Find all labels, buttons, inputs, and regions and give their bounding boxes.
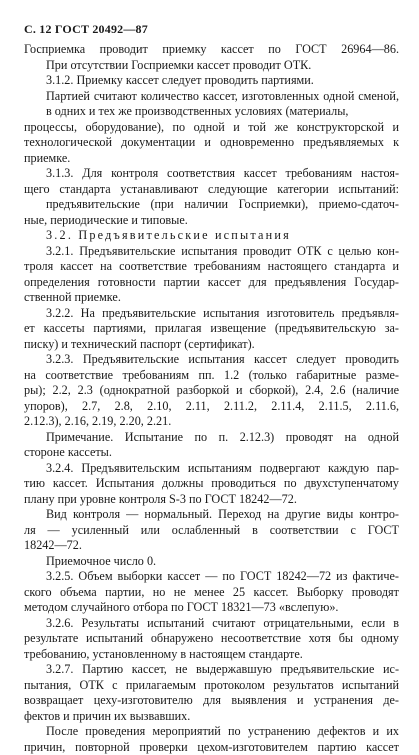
note-line: стороне кассеты. — [24, 445, 399, 461]
text-line: требованию, установленному в настоящем стандарте. — [24, 647, 399, 663]
note-line: Примечание. Испытание по п. 2.12.3) проводят на одной — [24, 430, 399, 446]
text-line: ет кассеты партиями, прилагая извещение (предъявительскую за- — [24, 321, 399, 337]
text-line: процессы, оборудование), по одной и той же конструкторской и — [24, 120, 399, 136]
text-line: 3.2.7. Партию кассет, не выдержавшую предъявительские ис- — [24, 662, 399, 678]
text-line: методом случайного отбора по ГОСТ 18321—73 «вслепую». — [24, 600, 399, 616]
text-line: троля кассет на соответствие требованиям настоящего стандарта и — [24, 259, 399, 275]
text-line: После проведения мероприятий по устранению дефектов и их — [24, 724, 399, 740]
text-line: 3.2.5. Объем выборки кассет — по ГОСТ 18242—72 из фактиче- — [24, 569, 399, 585]
text-line: 3.2.6. Результаты испытаний считают отрицательными, если в — [24, 616, 399, 632]
text-line: Партией считают количество кассет, изготовленных одной сменой, в одних и тех же производственных условиях (материалы, — [24, 89, 399, 120]
text-line: пытания, ОТК с прилагаемым протоколом результатов испытаний — [24, 678, 399, 694]
text-line: 18242—72. — [24, 538, 399, 554]
text-line: ные, периодические и типовые. — [24, 213, 399, 229]
text-line: плану при уровне контроля S-3 по ГОСТ 18242—72. — [24, 492, 399, 508]
text-line: 3.2.2. На предъявительские испытания изготовитель предъявля- — [24, 306, 399, 322]
text-line: 3.2.3. Предъявительские испытания кассет следует проводить — [24, 352, 399, 368]
text-line: предъявительские (при наличии Госприемки), приемо-сдаточ- — [24, 197, 399, 213]
text-line: 2.12.3), 2.16, 2.19, 2.20, 2.21. — [24, 414, 399, 430]
text-line: Госприемка проводит приемку кассет по ГОСТ 26964—86. — [24, 42, 399, 58]
text-line: ля — усиленный или ослабленный в соответствии с ГОСТ — [24, 523, 399, 539]
text-line: на соответствие требованиям пп. 1.2 (только габаритные разме- — [24, 368, 399, 384]
text-line: ственной приемке. — [24, 290, 399, 306]
page-header: С. 12 ГОСТ 20492—87 — [24, 22, 399, 42]
text-line: ры); 2.2, 2.3 (однократной разборкой и сборкой), 2.4, 2.6 (наличие — [24, 383, 399, 399]
text-line: приемке. — [24, 151, 399, 167]
section-heading: 3.2. Предъявительские испытания — [24, 228, 399, 244]
text-line: тию кассет. Испытания должны проводиться по двухступенчатому — [24, 476, 399, 492]
text-line: ского объема партии, но не менее 25 кассет. Выборку проводят — [24, 585, 399, 601]
text-line: писку) и технический паспорт (сертификат). — [24, 337, 399, 353]
text-line: возвращает цеху-изготовителю для выявления и устранения де- — [24, 693, 399, 709]
text-line: 3.1.3. Для контроля соответствия кассет требованиям настоя- — [24, 166, 399, 182]
text-line: определения готовности партии кассет для предъявления Государ- — [24, 275, 399, 291]
text-line: фектов и причин их вызвавших. — [24, 709, 399, 725]
text-line: результате испытаний обнаружено несоответствие хотя бы одному — [24, 631, 399, 647]
text-line: Вид контроля — нормальный. Переход на другие виды контро- — [24, 507, 399, 523]
text-line: 3.1.2. Приемку кассет следует проводить партиями. — [24, 73, 399, 89]
text-line: 3.2.4. Предъявительским испытаниям подвергают каждую пар- — [24, 461, 399, 477]
text-line: При отсутствии Госприемки кассет проводит ОТК. — [24, 58, 399, 74]
text-line: щего стандарта устанавливают следующие категории испытаний: — [24, 182, 399, 198]
text-line: Приемочное число 0. — [24, 554, 399, 570]
text-line: технологической документации и одновременно предъявляемых к — [24, 135, 399, 151]
text-line: 3.2.1. Предъявительские испытания проводит ОТК с целью кон- — [24, 244, 399, 260]
text-line: причин, повторной проверки цехом-изготовителем партию кассет — [24, 740, 399, 755]
text-line: упоров), 2.7, 2.8, 2.10, 2.11, 2.11.2, 2.11.4, 2.11.5, 2.11.6, — [24, 399, 399, 415]
